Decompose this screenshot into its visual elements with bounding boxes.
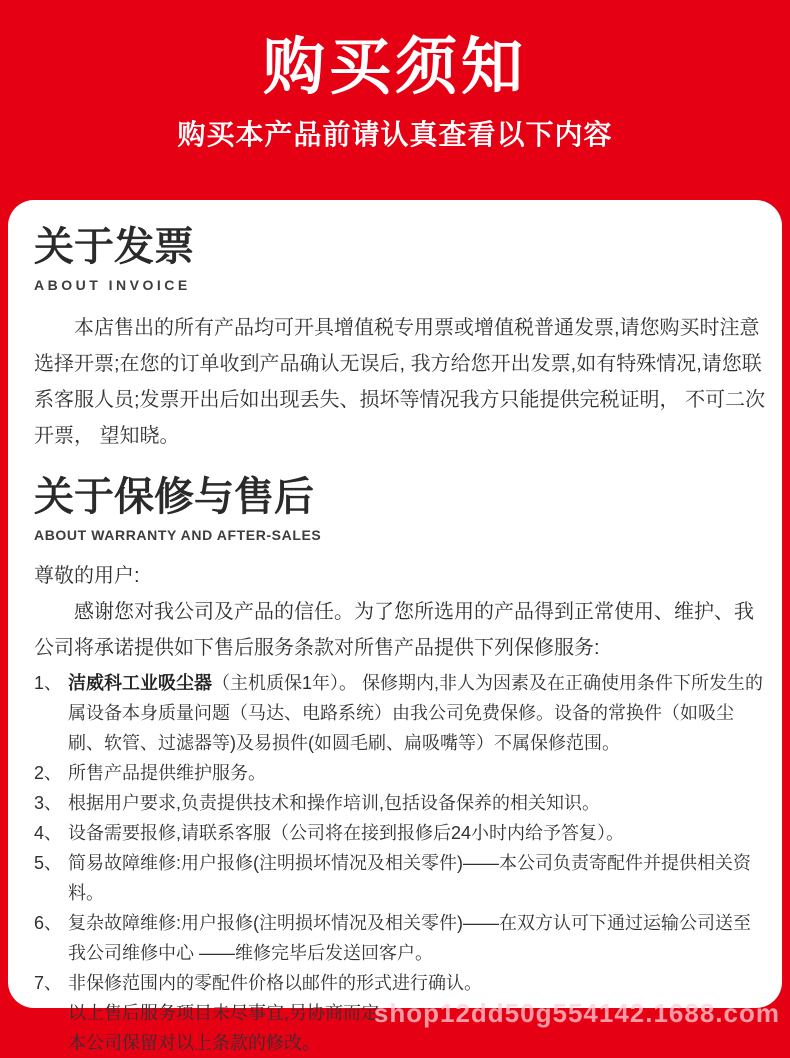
- invoice-paragraph: 本店售出的所有产品均可开具增值税专用票或增值税普通发票,请您购买时注意选择开票;在您的订单收到产品确认无误后, 我方给您开出发票,如有特殊情况,请您联系客服人员;发票开出后如出现丢失、损坏等情况我方只能提供完税证明， 不可二次开票， 望知晓。: [34, 317, 766, 447]
- item-text: （主机质保1年）。 保修期内,非人为因素及在正确使用条件下所发生的属设备本身质量问题（马达、电路系统）由我公司免费保修。设备的常换件（如吸尘刷、软管、过滤器等)及易损件(如圆毛刷、扁吸嘴等）不属保修范围。: [68, 673, 764, 753]
- warranty-section-subtitle-en: ABOUT WARRANTY AND AFTER-SALES: [34, 527, 322, 543]
- item-number: 3、: [34, 793, 63, 813]
- warranty-item-1: [34, 668, 768, 758]
- item-text: 非保修范围内的零配件价格以邮件的形式进行确认。: [68, 973, 482, 993]
- warranty-terms-list: [34, 668, 768, 998]
- item-number: 2、: [34, 763, 63, 783]
- warranty-item-4: [34, 818, 768, 848]
- warranty-item-3: [34, 788, 768, 818]
- item-number: 4、: [34, 823, 63, 843]
- warranty-item-7: [34, 968, 768, 998]
- item-body: [68, 668, 768, 758]
- item-number: 5、: [34, 853, 63, 873]
- product-name: 洁威科工业吸尘器: [68, 673, 212, 693]
- item-text: 复杂故障维修:用户报修(注明损坏情况及相关零件)——在双方认可下通过运输公司送至我公司维修中心 ——维修完毕后发送回客户。: [68, 913, 751, 963]
- invoice-section-title: 关于发票: [34, 225, 194, 269]
- shop-watermark: shop12dd50g554142.1688.com: [373, 998, 780, 1028]
- invoice-section: [34, 224, 768, 454]
- warranty-item-5: [34, 848, 768, 908]
- item-number: 6、: [34, 913, 63, 933]
- purchase-notice-header: [0, 0, 790, 200]
- warranty-item-6: [34, 908, 768, 968]
- warranty-intro: 感谢您对我公司及产品的信任。为了您所选用的产品得到正常使用、维护、我公司将承诺提供如下售后服务条款对所售产品提供下列保修服务:: [34, 601, 754, 659]
- invoice-section-subtitle-en: ABOUT INVOICE: [34, 277, 191, 293]
- closing-note-2: 本公司保留对以上条款的修改。: [68, 1033, 320, 1053]
- page-title: 购买须知: [262, 33, 527, 102]
- item-number: 7、: [34, 973, 63, 993]
- item-text: 设备需要报修,请联系客服（公司将在接到报修后24小时内给予答复）。: [68, 823, 625, 843]
- item-text: 简易故障维修:用户报修(注明损坏情况及相关零件)——本公司负责寄配件并提供相关资料。: [68, 853, 751, 903]
- closing-note-1: 以上售后服务项目未尽事宜,另协商而定。: [68, 1003, 397, 1023]
- warranty-item-2: [34, 758, 768, 788]
- warranty-section-title: 关于保修与售后: [34, 475, 314, 519]
- warranty-section: [34, 474, 768, 1058]
- page-subtitle: 购买本产品前请认真查看以下内容: [177, 119, 613, 150]
- item-number: 1、: [34, 673, 63, 693]
- item-text: 根据用户要求,负责提供技术和操作培训,包括设备保养的相关知识。: [68, 793, 600, 813]
- item-text: 所售产品提供维护服务。: [68, 763, 266, 783]
- salutation: 尊敬的用户:: [34, 565, 140, 587]
